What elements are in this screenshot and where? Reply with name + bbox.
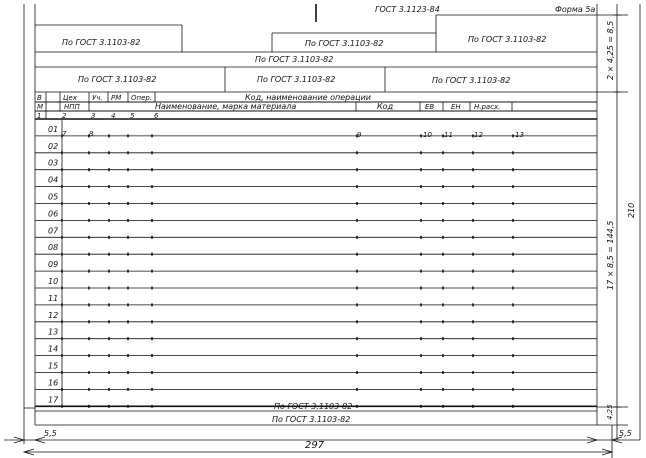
- col-kod: Код: [377, 102, 394, 111]
- col-number-3: 3: [91, 112, 96, 120]
- col-number-5: 5: [130, 112, 135, 120]
- dim-right-margin: 5,5: [619, 429, 632, 438]
- marker-1: 1: [37, 112, 42, 120]
- dim-right-middle: 17 × 8,5 = 144,5: [606, 220, 615, 290]
- dim-left-margin: 5,5: [44, 429, 57, 438]
- right-dimensions: [597, 4, 640, 440]
- row-number: 14: [48, 344, 59, 354]
- col-operation: Код, наименование операции: [245, 93, 371, 102]
- row-number: 16: [48, 378, 59, 388]
- dim-right-total: 210: [627, 202, 636, 218]
- col-oper: Опер.: [131, 94, 153, 102]
- dim-width: 297: [305, 440, 325, 451]
- header-standard: ГОСТ 3.1123-84: [375, 5, 440, 14]
- row-number: 04: [48, 175, 59, 185]
- ref-box-4: По ГОСТ 3.1103-82: [255, 55, 334, 64]
- col-material: Наименование, марка материала: [155, 102, 297, 111]
- dim-right-top: 2 × 4,25 = 8,5: [606, 20, 615, 80]
- row-number: 09: [48, 260, 59, 270]
- row-number: 07: [48, 226, 59, 236]
- col-number-13: 13: [515, 131, 524, 139]
- row-number: 17: [48, 395, 59, 405]
- col-number-8: 8: [89, 130, 94, 138]
- row-number: 03: [48, 158, 59, 168]
- row-number: 05: [48, 192, 59, 202]
- col-tsekh: Цех: [63, 94, 77, 102]
- row-number: 06: [48, 209, 59, 219]
- col-ev: ЕВ: [425, 103, 435, 111]
- sheet-frame: [24, 4, 597, 444]
- col-number-12: 12: [474, 131, 483, 139]
- dim-right-bottom: 4,25: [606, 404, 614, 420]
- col-number-7: 7: [62, 130, 67, 138]
- footer-ref-1: По ГОСТ 3.1103-82: [274, 402, 353, 411]
- col-number-6: 6: [154, 112, 159, 120]
- row-grid: [35, 119, 597, 408]
- row-number: 02: [48, 141, 59, 151]
- ref-box-2: По ГОСТ 3.1103-82: [305, 39, 384, 48]
- ref-box-3: По ГОСТ 3.1103-82: [468, 35, 547, 44]
- marker-v: В: [37, 94, 42, 102]
- col-uch: Уч.: [92, 94, 103, 102]
- col-nrash: Н.расх.: [474, 103, 501, 111]
- col-en: ЕН: [451, 103, 461, 111]
- row-number: 15: [48, 361, 59, 371]
- col-rm: РМ: [111, 94, 122, 102]
- row-number: 11: [48, 293, 59, 303]
- marker-m: М: [37, 103, 44, 111]
- col-number-11: 11: [444, 131, 453, 139]
- ref-box-1: По ГОСТ 3.1103-82: [62, 38, 141, 47]
- ref-box-5: По ГОСТ 3.1103-82: [78, 75, 157, 84]
- row-number: 13: [48, 327, 59, 337]
- row-number: 01: [48, 124, 59, 134]
- ref-box-7: По ГОСТ 3.1103-82: [432, 76, 511, 85]
- row-number: 08: [48, 243, 59, 253]
- col-number-9: 9: [357, 131, 362, 139]
- col-number-2: 2: [62, 112, 67, 120]
- ref-box-6: По ГОСТ 3.1103-82: [257, 75, 336, 84]
- header-form: Форма 5а: [555, 5, 596, 14]
- footer-ref-2: По ГОСТ 3.1103-82: [272, 415, 351, 424]
- row-number: 10: [48, 277, 59, 286]
- col-number-10: 10: [423, 131, 432, 139]
- col-npp: НПП: [64, 103, 80, 111]
- col-number-4: 4: [111, 112, 116, 120]
- row-labels: [48, 125, 59, 404]
- row-number: 12: [48, 310, 59, 320]
